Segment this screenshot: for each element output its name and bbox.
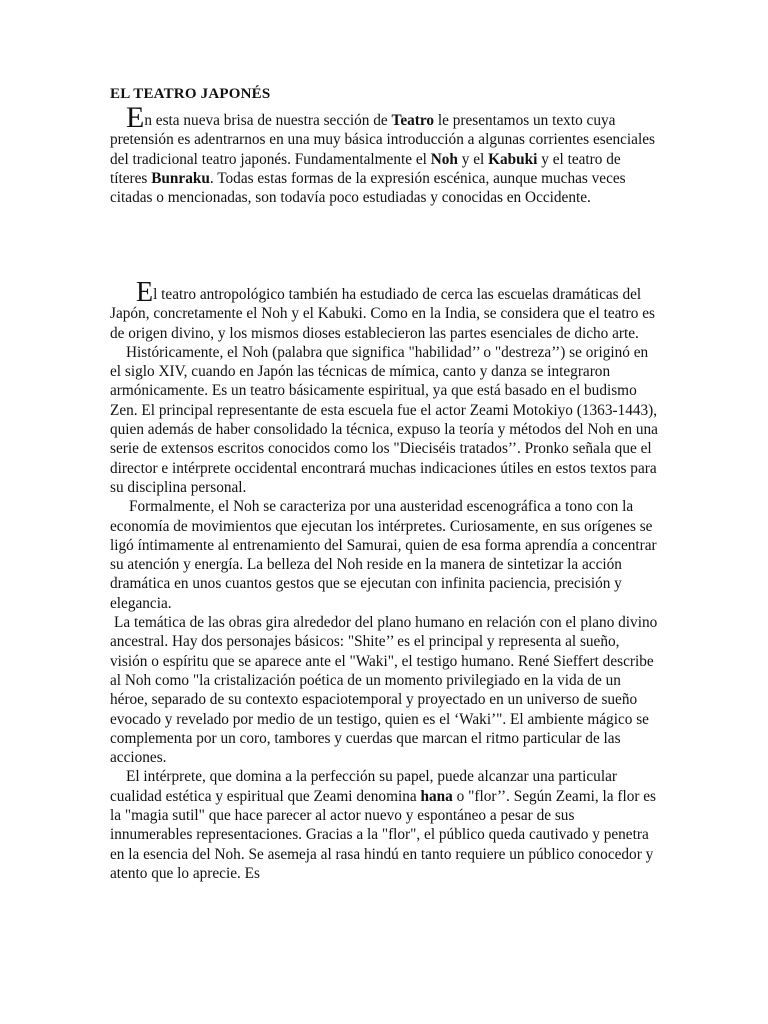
intro-text-2: le presentamos un texto cuya pretensión es adentrarnos en una muy básica introducción a algunas corrientes esenciales del tradicional teatro japonés. Fundamentalmente el	[110, 112, 655, 168]
drop-cap: E	[136, 277, 154, 308]
drop-cap: E	[126, 101, 145, 134]
paragraph-5	[110, 767, 658, 883]
bold-noh: Noh	[430, 150, 458, 168]
paragraph-1	[110, 277, 658, 343]
article-body	[110, 277, 658, 883]
paragraph-2: Históricamente, el Noh (palabra que significa "habilidad’’ o "destreza’’) se originó en el siglo XIV, cuando en Japón las técnicas de mímica, canto y danza se integraron armónicamente. Es un teatro básicamente espiritual, ya que está basado en el budismo Zen. El principal representante de esta escuela fue el actor Zeami Motokiyo (1363-1443), quien además de haber consolidado la técnica, expuso la teoría y métodos del Noh en una serie de extensos escritos conocidos como los "Dieciséis tratados’’. Pronko señala que el director e intérprete occidental encontrará muchas indicaciones útiles en estos textos para su disciplina personal.	[110, 343, 658, 496]
bold-kabuki: Kabuki	[488, 150, 538, 168]
paragraph-3: Formalmente, el Noh se caracteriza por una austeridad escenográfica a tono con la economía de movimientos que ejecutan los intérpretes. Curiosamente, en sus orígenes se ligó íntimamente al entrenamiento del Samurai, quien de esa forma aprendía a concentrar su atención y energía. La belleza del Noh reside en la manera de sintetizar la acción dramática en unos cuantos gestos que se ejecutan con infinita paciencia, precisión y elegancia.	[110, 498, 657, 612]
paragraph-1-text: l teatro antropológico también ha estudiado de cerca las escuelas dramáticas del Japón, concretamente el Noh y el Kabuki. Como en la India, se considera que el teatro es de origen divino, y los mismos dioses establecieron las partes esenciales de dicho arte.	[110, 286, 655, 342]
bold-hana: hana	[420, 787, 453, 805]
intro-text-4: y el teatro de títeres	[110, 150, 621, 187]
intro-text-1: n esta nueva brisa de nuestra sección de	[144, 112, 392, 129]
paragraph-4: La temática de las obras gira alrededor del plano humano en relación con el plano divino ancestral. Hay dos personajes básicos: "Shite’’ es el principal y representa al sueño, visión o espíritu que se aparece ante el "Waki", el testigo humano. René Sieffert describe al Noh como "la cristalización poética de un momento privilegiado en la vida de un héroe, separado de su contexto espaciotemporal y proyectado en un universo de sueño evocado y revelado por medio de un testigo, quien es el ‘Waki’". El ambiente mágico se complementa por un coro, tambores y cuerdas que marcan el ritmo particular de las acciones.	[110, 614, 658, 767]
paragraph-5-text-1: El intérprete, que domina a la perfección su papel, puede alcanzar una particular cualidad estética y espiritual que Zeami denomina	[110, 768, 617, 805]
paragraph-5-text-2: o "flor’’. Según Zeami, la flor es la "magia sutil" que hace parecer al actor nuevo y espontáneo a pesar de sus innumerables representaciones. Gracias a la "flor", el público queda cautivado y penetra en la esencia del Noh. Se asemeja al rasa hindú en tanto requiere un público conocedor y atento que lo aprecie. Es	[110, 787, 657, 882]
intro-text-5: . Todas estas formas de la expresión escénica, aunque muchas veces citadas o mencionadas, son todavía poco estudiadas y conocidas en Occidente.	[110, 169, 626, 207]
intro-text-3: y el	[457, 150, 489, 168]
intro-paragraph	[110, 101, 658, 207]
bold-bunraku: Bunraku	[151, 169, 210, 187]
bold-teatro: Teatro	[391, 112, 435, 129]
page-title: EL TEATRO JAPONÉS	[110, 86, 271, 102]
